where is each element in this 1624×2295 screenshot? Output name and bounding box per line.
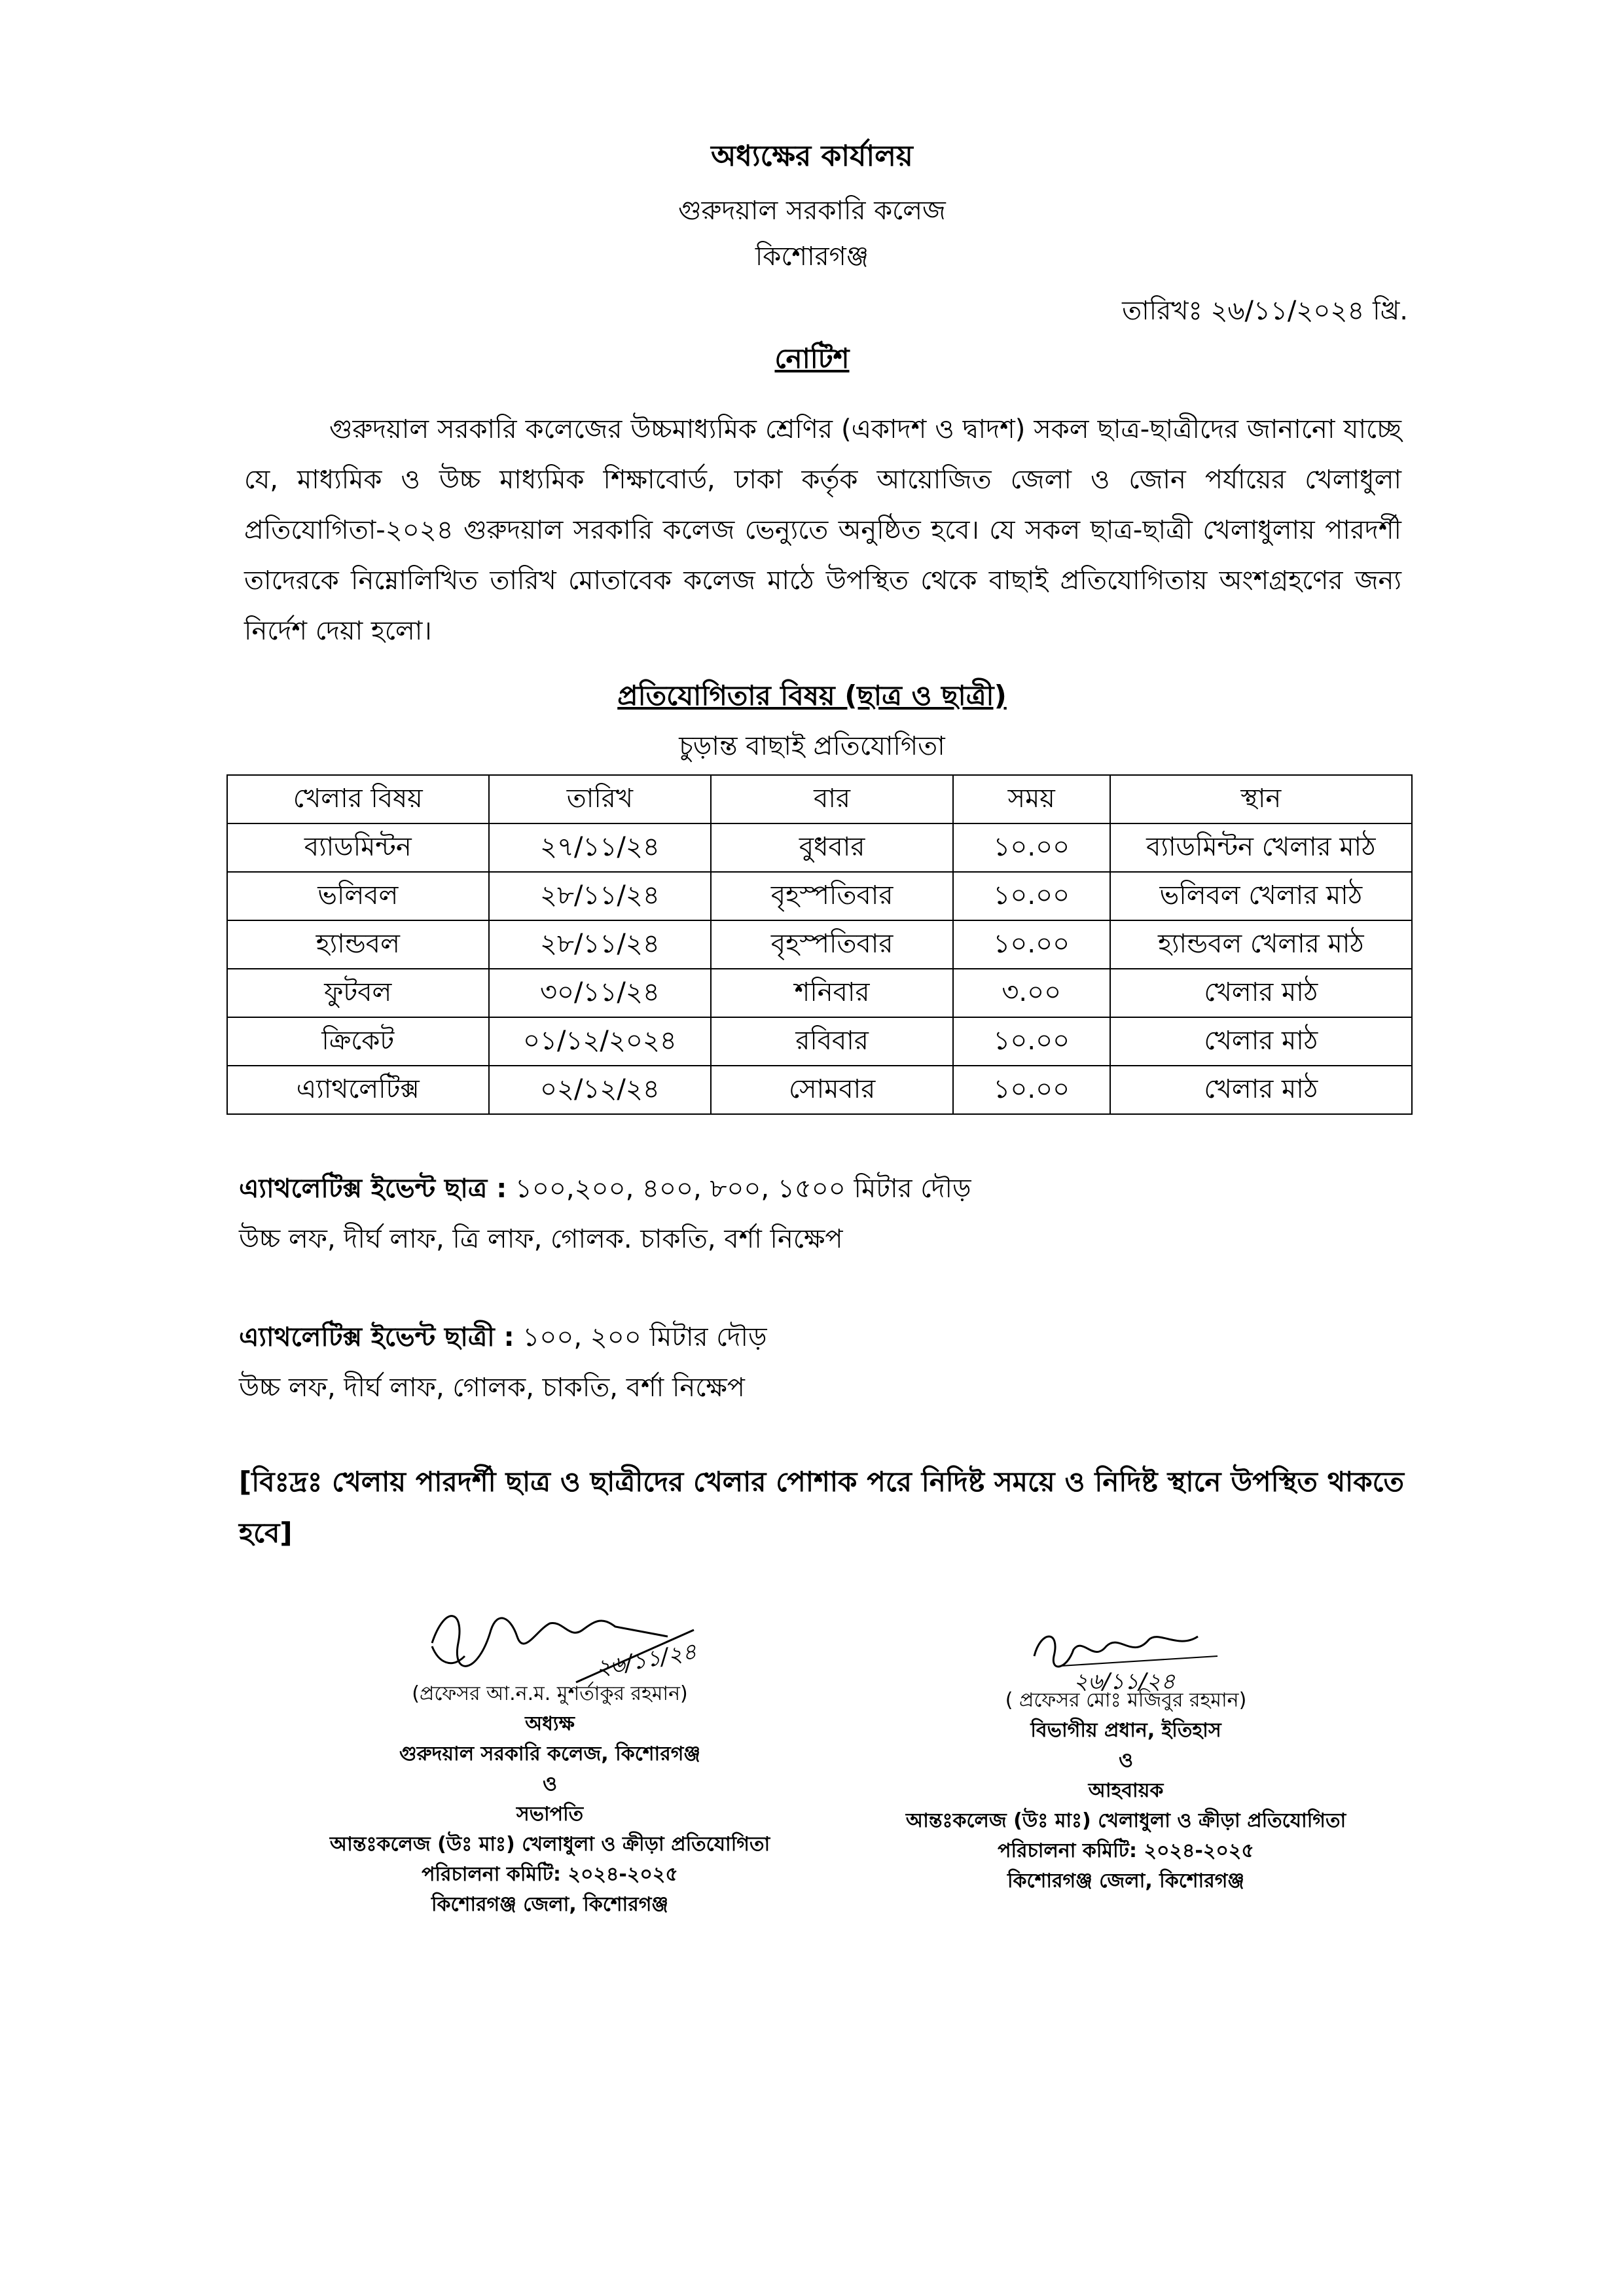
cell-venue: ব্যাডমিন্টন খেলার মাঠ — [1110, 823, 1412, 872]
cell-venue: খেলার মাঠ — [1110, 1066, 1412, 1114]
table-row — [227, 823, 1412, 872]
signature-left-line5: আন্তঃকলেজ (উঃ মাঃ) খেলাধুলা ও ক্রীড়া প্রতিযোগিতা — [329, 1833, 770, 1856]
notice-date: তারিখঃ ২৬/১১/২০২৪ খ্রি. — [1122, 296, 1408, 326]
cell-venue: ভলিবল খেলার মাঠ — [1110, 872, 1412, 920]
events-boys-line1: ১০০,২০০, ৪০০, ৮০০, ১৫০০ মিটার দৌড় — [514, 1174, 971, 1204]
signature-left — [249, 1679, 851, 1920]
notice-body-text: গুরুদয়াল সরকারি কলেজের উচ্চমাধ্যমিক শ্রেণির (একাদশ ও দ্বাদশ) সকল ছাত্র-ছাত্রীদের জানানো যাচ্ছে যে, মাধ্যমিক ও উচ্চ মাধ্যমিক শিক্ষাবোর্ড, ঢাকা কর্তৃক আয়োজিত জেলা ও জোন পর্যায়ের খেলাধুলা প্রতিযোগিতা-২০২৪ গুরুদয়াল সরকারি কলেজ ভেন্যুতে অনুষ্ঠিত হবে। যে সকল ছাত্র-ছাত্রী খেলাধুলায় পারদর্শী তাদেরকে নিম্নোলিখিত তারিখ মোতাবেক কলেজ মাঠে উপস্থিত থেকে বাছাই প্রতিযোগিতায় অংশগ্রহণের জন্য নির্দেশ দেয়া হলো। — [244, 414, 1401, 646]
schedule-table — [226, 774, 1413, 1115]
table-row — [227, 872, 1412, 920]
signature-right-line1: বিভাগীয় প্রধান, ইতিহাস — [1030, 1719, 1221, 1742]
column-header: তারিখ — [489, 775, 712, 823]
cell-game: এ্যাথলেটিক্স — [227, 1066, 489, 1114]
notice-title: নোটিশ — [774, 342, 850, 374]
table-row — [227, 920, 1412, 969]
cell-time: ১০.০০ — [953, 872, 1110, 920]
cell-day: শনিবার — [711, 969, 953, 1017]
signature-left-line1: অধ্যক্ষ — [525, 1712, 575, 1735]
cell-venue: হ্যান্ডবল খেলার মাঠ — [1110, 920, 1412, 969]
competition-title: প্রতিযোগিতার বিষয় (ছাত্র ও ছাত্রী) — [617, 679, 1007, 712]
signature-left-line6: পরিচালনা কমিটি: ২০২৪-২০২৫ — [422, 1863, 678, 1886]
cell-date: ৩০/১১/২৪ — [489, 969, 712, 1017]
cell-venue: খেলার মাঠ — [1110, 1017, 1412, 1066]
table-header-row — [227, 775, 1412, 823]
signature-left-line4: সভাপতি — [516, 1803, 584, 1826]
signature-right-line3: আহবায়ক — [1088, 1779, 1164, 1802]
cell-date: ২৭/১১/২৪ — [489, 823, 712, 872]
competition-subtitle: চুড়ান্ত বাছাই প্রতিযোগিতা — [679, 731, 945, 761]
cell-day: রবিবার — [711, 1017, 953, 1066]
cell-game: ব্যাডমিন্টন — [227, 823, 489, 872]
events-girls — [239, 1312, 1417, 1413]
signature-right-line6: কিশোরগঞ্জ জেলা, কিশোরগঞ্জ — [1007, 1870, 1245, 1892]
cell-venue: খেলার মাঠ — [1110, 969, 1412, 1017]
signature-left-line2: গুরুদয়াল সরকারি কলেজ, কিশোরগঞ্জ — [399, 1743, 701, 1765]
table-row — [227, 969, 1412, 1017]
cell-time: ১০.০০ — [953, 920, 1110, 969]
signature-right-line4: আন্তঃকলেজ (উঃ মাঃ) খেলাধুলা ও ক্রীড়া প্রতিযোগিতা — [905, 1809, 1346, 1832]
cell-day: সোমবার — [711, 1066, 953, 1114]
cell-game: ভলিবল — [227, 872, 489, 920]
remark-note: [বিঃদ্রঃ খেলায় পারদর্শী ছাত্র ও ছাত্রীদের খেলার পোশাক পরে নিদিষ্ট সময়ে ও নিদিষ্ট স্থানে উপস্থিত থাকতে হবে] — [239, 1466, 1404, 1549]
column-header: সময় — [953, 775, 1110, 823]
svg-text:২৬/১১/২৪: ২৬/১১/২৪ — [1074, 1669, 1176, 1695]
cell-day: বুধবার — [711, 823, 953, 872]
office-title: অধ্যক্ষের কার্যালয় — [711, 139, 913, 173]
district-name: কিশোরগঞ্জ — [755, 242, 869, 272]
signature-left-name: (প্রফেসর আ.ন.ম. মুশর্তাকুর রহমান) — [412, 1682, 688, 1705]
notice-body — [244, 405, 1401, 657]
signature-right — [857, 1686, 1394, 1896]
cell-date: ০২/১২/২৪ — [489, 1066, 712, 1114]
signature-right-name: ( প্রফেসর মোঃ মজিবুর রহমান) — [1005, 1689, 1247, 1712]
cell-time: ৩.০০ — [953, 969, 1110, 1017]
cell-game: ফুটবল — [227, 969, 489, 1017]
column-header: বার — [711, 775, 953, 823]
college-name: গুরুদয়াল সরকারি কলেজ — [678, 196, 946, 226]
cell-game: হ্যান্ডবল — [227, 920, 489, 969]
cell-day: বৃহস্পতিবার — [711, 872, 953, 920]
events-girls-line2: উচ্চ লফ, দীর্ঘ লাফ, গোলক, চাকতি, বর্শা নিক্ষেপ — [239, 1373, 745, 1403]
table-row — [227, 1066, 1412, 1114]
column-header: স্থান — [1110, 775, 1412, 823]
cell-time: ১০.০০ — [953, 823, 1110, 872]
events-boys-line2: উচ্চ লফ, দীর্ঘ লাফ, ত্রি লাফ, গোলক. চাকতি, বর্শা নিক্ষেপ — [239, 1224, 843, 1254]
svg-text:২৬/১১/২৪: ২৬/১১/২৪ — [594, 1638, 699, 1682]
column-header: খেলার বিষয় — [227, 775, 489, 823]
cell-date: ০১/১২/২০২৪ — [489, 1017, 712, 1066]
cell-game: ক্রিকেট — [227, 1017, 489, 1066]
signature-right-line5: পরিচালনা কমিটি: ২০২৪-২০২৫ — [998, 1839, 1254, 1862]
signature-left-line7: কিশোরগঞ্জ জেলা, কিশোরগঞ্জ — [431, 1893, 669, 1916]
events-girls-label: এ্যাথলেটিক্স ইভেন্ট ছাত্রী : — [239, 1322, 514, 1352]
events-boys-label: এ্যাথলেটিক্স ইভেন্ট ছাত্র : — [239, 1174, 507, 1204]
events-boys — [239, 1164, 1417, 1265]
signature-left-line3: ও — [542, 1773, 558, 1796]
table-row — [227, 1017, 1412, 1066]
cell-time: ১০.০০ — [953, 1066, 1110, 1114]
cell-time: ১০.০০ — [953, 1017, 1110, 1066]
cell-day: বৃহস্পতিবার — [711, 920, 953, 969]
cell-date: ২৮/১১/২৪ — [489, 920, 712, 969]
signature-right-line2: ও — [1118, 1749, 1134, 1772]
cell-date: ২৮/১১/২৪ — [489, 872, 712, 920]
events-girls-line1: ১০০, ২০০ মিটার দৌড় — [522, 1322, 767, 1352]
